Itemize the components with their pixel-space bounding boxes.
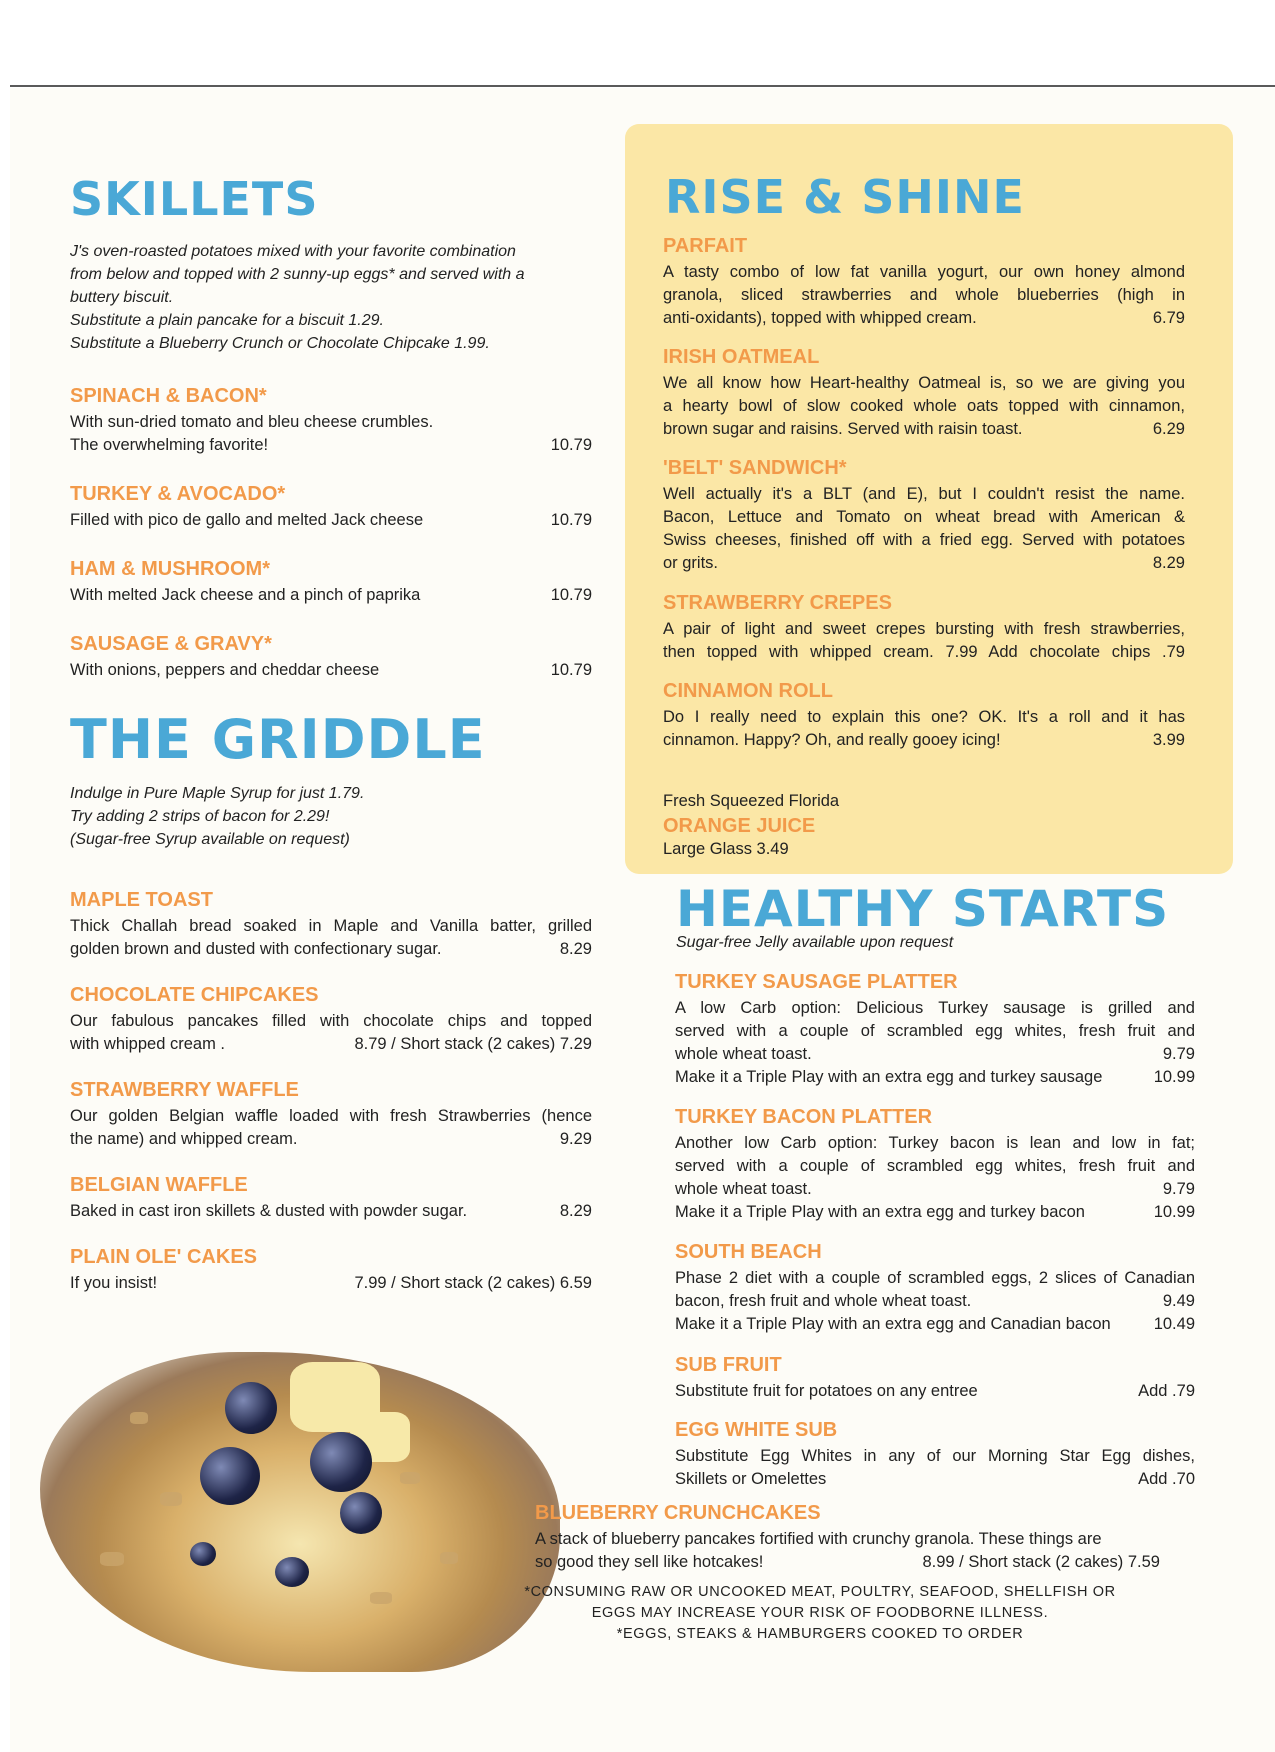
item-description xyxy=(675,1132,1195,1224)
item-name: CINNAMON ROLL xyxy=(663,680,833,702)
item-description xyxy=(675,1267,1195,1336)
item-price: 8.29 xyxy=(559,1202,592,1220)
menu-item-turkey-sausage-platter xyxy=(675,970,1195,1089)
item-desc-line: whole wheat toast. xyxy=(675,1045,812,1063)
healthy-starts-title: HEALTHY STARTS xyxy=(676,880,1170,938)
item-description xyxy=(70,584,592,607)
item-extra-option: Make it a Triple Play with an extra egg and turkey bacon xyxy=(675,1203,1085,1221)
skillets-intro-line: Substitute a plain pancake for a biscuit 1.29. xyxy=(70,312,384,329)
item-description xyxy=(70,1200,592,1223)
item-description xyxy=(70,659,592,682)
item-desc-line: A low Carb option: Delicious Turkey sausage is grilled and xyxy=(675,999,1195,1017)
menu-item-sausage-gravy xyxy=(70,632,592,682)
food-safety-disclaimer xyxy=(510,1582,1130,1645)
item-name: SAUSAGE & GRAVY* xyxy=(70,633,272,655)
skillets-intro-line: from below and topped with 2 sunny-up eggs* and served with a xyxy=(70,266,525,283)
item-price: 8.29 xyxy=(1152,554,1185,572)
item-desc-line: We all know how Heart-healthy Oatmeal is, so we are giving you xyxy=(663,374,1185,392)
item-description xyxy=(70,1272,592,1295)
item-desc-line: Substitute Egg Whites in any of our Morning Star Egg dishes, xyxy=(675,1447,1195,1465)
item-desc-line: Baked in cast iron skillets & dusted with powder sugar. xyxy=(70,1202,468,1220)
item-description xyxy=(663,618,1185,664)
menu-item-egg-white-sub xyxy=(675,1418,1195,1491)
oj-preline: Fresh Squeezed Florida xyxy=(663,792,840,810)
skillets-title: SKILLETS xyxy=(70,172,319,226)
item-desc-line: then topped with whipped cream. 7.99 Add chocolate chips .79 xyxy=(663,643,1185,661)
item-desc-line: Do I really need to explain this one? OK. It's a roll and it has xyxy=(663,708,1185,726)
menu-item-maple-toast xyxy=(70,888,592,961)
item-desc-line: Another low Carb option: Turkey bacon is lean and low in fat; xyxy=(675,1134,1195,1152)
item-desc-line: A stack of blueberry pancakes fortified with crunchy granola. These things are xyxy=(535,1530,1102,1548)
item-desc-line: cinnamon. Happy? Oh, and really gooey icing! xyxy=(663,731,1001,749)
item-price: 10.79 xyxy=(550,661,592,679)
item-desc-line: Our fabulous pancakes filled with chocolate chips and topped xyxy=(70,1012,592,1030)
item-price: 8.79 / Short stack (2 cakes) 7.29 xyxy=(354,1035,592,1053)
item-name: BELGIAN WAFFLE xyxy=(70,1174,248,1196)
menu-item-cinnamon-roll xyxy=(663,679,1185,752)
item-desc-line: With melted Jack cheese and a pinch of paprika xyxy=(70,586,421,604)
item-name: HAM & MUSHROOM* xyxy=(70,558,270,580)
item-price: 7.99 / Short stack (2 cakes) 6.59 xyxy=(354,1274,592,1292)
item-name: SPINACH & BACON* xyxy=(70,385,267,407)
item-desc-line: whole wheat toast. xyxy=(675,1180,812,1198)
item-price: 10.79 xyxy=(550,436,592,454)
item-desc-line: Filled with pico de gallo and melted Jack cheese xyxy=(70,511,424,529)
menu-item-plain-ole-cakes xyxy=(70,1245,592,1295)
item-desc-line: If you insist! xyxy=(70,1274,158,1292)
item-desc-line: anti-oxidants), topped with whipped cream. xyxy=(663,309,977,327)
item-desc-line: bacon, fresh fruit and whole wheat toast. xyxy=(675,1292,972,1310)
item-desc-line: Well actually it's a BLT (and E), but I couldn't resist the name. xyxy=(663,485,1185,503)
item-name: PARFAIT xyxy=(663,235,748,257)
item-description xyxy=(70,915,592,961)
item-price: 9.49 xyxy=(1162,1292,1195,1310)
item-desc-line: so good they sell like hotcakes! xyxy=(535,1553,764,1571)
item-price: 9.79 xyxy=(1162,1045,1195,1063)
item-name: BLUEBERRY CRUNCHCAKES xyxy=(535,1502,821,1524)
menu-item-turkey-bacon-platter xyxy=(675,1105,1195,1224)
menu-item-strawberry-crepes xyxy=(663,591,1185,664)
item-desc-line: the name) and whipped cream. xyxy=(70,1130,298,1148)
skillets-intro-line: J's oven-roasted potatoes mixed with your favorite combination xyxy=(70,243,516,260)
menu-item-sub-fruit xyxy=(675,1353,1195,1403)
item-desc-line: A tasty combo of low fat vanilla yogurt, our own honey almond xyxy=(663,263,1185,281)
item-description xyxy=(535,1528,1160,1574)
item-name: ORANGE JUICE xyxy=(663,815,816,837)
healthy-starts-intro: Sugar-free Jelly available upon request xyxy=(676,934,954,951)
disclaimer-line: EGGS MAY INCREASE YOUR RISK OF FOODBORNE ILLNESS. xyxy=(591,1605,1049,1621)
skillets-intro-line: buttery biscuit. xyxy=(70,289,174,306)
item-name: EGG WHITE SUB xyxy=(675,1419,838,1441)
item-name: TURKEY & AVOCADO* xyxy=(70,483,286,505)
item-desc-line: or grits. xyxy=(663,554,719,572)
item-description xyxy=(70,1010,592,1056)
item-name: 'BELT' SANDWICH* xyxy=(663,457,847,479)
item-desc-line: a hearty bowl of slow cooked whole oats topped with cinnamon, xyxy=(663,397,1185,415)
item-desc-line: The overwhelming favorite! xyxy=(70,436,269,454)
item-desc-line: Our golden Belgian waffle loaded with fresh Strawberries (hence xyxy=(70,1107,592,1125)
item-price: 8.29 xyxy=(559,940,592,958)
menu-item-parfait xyxy=(663,234,1185,330)
menu-item-chocolate-chipcakes xyxy=(70,983,592,1056)
item-desc-line: Swiss cheeses, finished off with a fried egg. Served with potatoes xyxy=(663,531,1185,549)
item-desc-line: served with a couple of scrambled egg whites, fresh fruit and xyxy=(675,1022,1195,1040)
skillets-intro xyxy=(70,240,525,355)
menu-item-belgian-waffle xyxy=(70,1173,592,1223)
item-extra-price: 10.99 xyxy=(1153,1068,1195,1086)
item-extra-option: Make it a Triple Play with an extra egg and turkey sausage xyxy=(675,1068,1103,1086)
item-desc-line: With sun-dried tomato and bleu cheese crumbles. xyxy=(70,413,434,431)
item-name: TURKEY SAUSAGE PLATTER xyxy=(675,971,958,993)
menu-item-belt-sandwich xyxy=(663,456,1185,575)
item-price: 3.99 xyxy=(1152,731,1185,749)
disclaimer-line: *EGGS, STEAKS & HAMBURGERS COOKED TO ORDER xyxy=(616,1626,1024,1642)
griddle-intro-line: (Sugar-free Syrup available on request) xyxy=(70,831,350,848)
item-extra-price: 10.99 xyxy=(1153,1203,1195,1221)
item-price: 10.79 xyxy=(550,586,592,604)
item-description xyxy=(70,509,592,532)
item-description xyxy=(663,261,1185,330)
item-price: 9.79 xyxy=(1162,1180,1195,1198)
item-desc-line: Substitute fruit for potatoes on any entree xyxy=(675,1382,978,1400)
item-price: 8.99 / Short stack (2 cakes) 7.59 xyxy=(922,1553,1160,1571)
item-name: SOUTH BEACH xyxy=(675,1241,822,1263)
item-desc-line: Phase 2 diet with a couple of scrambled eggs, 2 slices of Canadian xyxy=(675,1269,1195,1287)
item-description xyxy=(663,483,1185,575)
item-description: Large Glass 3.49 xyxy=(663,840,789,858)
item-desc-line: With onions, peppers and cheddar cheese xyxy=(70,661,380,679)
item-description xyxy=(70,1105,592,1151)
item-desc-line: brown sugar and raisins. Served with raisin toast. xyxy=(663,420,1023,438)
item-desc-line: Skillets or Omelettes xyxy=(675,1470,827,1488)
item-name: IRISH OATMEAL xyxy=(663,346,820,368)
item-description xyxy=(675,1380,1195,1403)
item-description xyxy=(675,1445,1195,1491)
item-description xyxy=(70,411,592,457)
item-name: STRAWBERRY CREPES xyxy=(663,592,892,614)
item-name: CHOCOLATE CHIPCAKES xyxy=(70,984,319,1006)
item-price: 6.79 xyxy=(1152,309,1185,327)
disclaimer-line: *CONSUMING RAW OR UNCOOKED MEAT, POULTRY, SEAFOOD, SHELLFISH OR xyxy=(524,1584,1116,1600)
griddle-intro xyxy=(70,782,364,851)
item-price: 10.79 xyxy=(550,511,592,529)
menu-item-irish-oatmeal xyxy=(663,345,1185,441)
item-desc-line: granola, sliced strawberries and whole blueberries (high in xyxy=(663,286,1185,304)
item-desc-line: Thick Challah bread soaked in Maple and Vanilla batter, grilled xyxy=(70,917,592,935)
item-name: MAPLE TOAST xyxy=(70,889,213,911)
menu-item-blueberry-crunchcakes xyxy=(535,1501,1160,1574)
item-desc-line: A pair of light and sweet crepes bursting with fresh strawberries, xyxy=(663,620,1185,638)
item-name: PLAIN OLE' CAKES xyxy=(70,1246,257,1268)
item-price: Add .70 xyxy=(1138,1470,1195,1488)
item-description xyxy=(675,997,1195,1089)
item-desc-line: served with a couple of scrambled egg whites, fresh fruit and xyxy=(675,1157,1195,1175)
rise-shine-title: RISE & SHINE xyxy=(665,170,1025,224)
item-description xyxy=(663,706,1185,752)
item-desc-line: Bacon, Lettuce and Tomato on wheat bread with American & xyxy=(663,508,1185,526)
item-description xyxy=(663,372,1185,441)
item-name: TURKEY BACON PLATTER xyxy=(675,1106,933,1128)
griddle-title: THE GRIDDLE xyxy=(70,708,486,771)
item-name: SUB FRUIT xyxy=(675,1354,782,1376)
menu-item-strawberry-waffle xyxy=(70,1078,592,1151)
item-price: 6.29 xyxy=(1152,420,1185,438)
menu-item-south-beach xyxy=(675,1240,1195,1336)
item-extra-option: Make it a Triple Play with an extra egg and Canadian bacon xyxy=(675,1315,1111,1333)
griddle-intro-line: Try adding 2 strips of bacon for 2.29! xyxy=(70,808,330,825)
item-price: 9.29 xyxy=(559,1130,592,1148)
menu-item-turkey-avocado xyxy=(70,482,592,532)
item-price: Add .79 xyxy=(1138,1382,1195,1400)
item-desc-line: with whipped cream . xyxy=(70,1035,225,1053)
skillets-intro-line: Substitute a Blueberry Crunch or Chocolate Chipcake 1.99. xyxy=(70,335,490,352)
item-desc-line: golden brown and dusted with confectionary sugar. xyxy=(70,940,442,958)
item-extra-price: 10.49 xyxy=(1153,1315,1195,1333)
menu-item-spinach-bacon xyxy=(70,384,592,457)
griddle-intro-line: Indulge in Pure Maple Syrup for just 1.79. xyxy=(70,785,365,802)
item-name: STRAWBERRY WAFFLE xyxy=(70,1079,299,1101)
scan-edge-line xyxy=(10,85,1275,87)
menu-item-ham-mushroom xyxy=(70,557,592,607)
menu-item-orange-juice xyxy=(663,790,963,861)
